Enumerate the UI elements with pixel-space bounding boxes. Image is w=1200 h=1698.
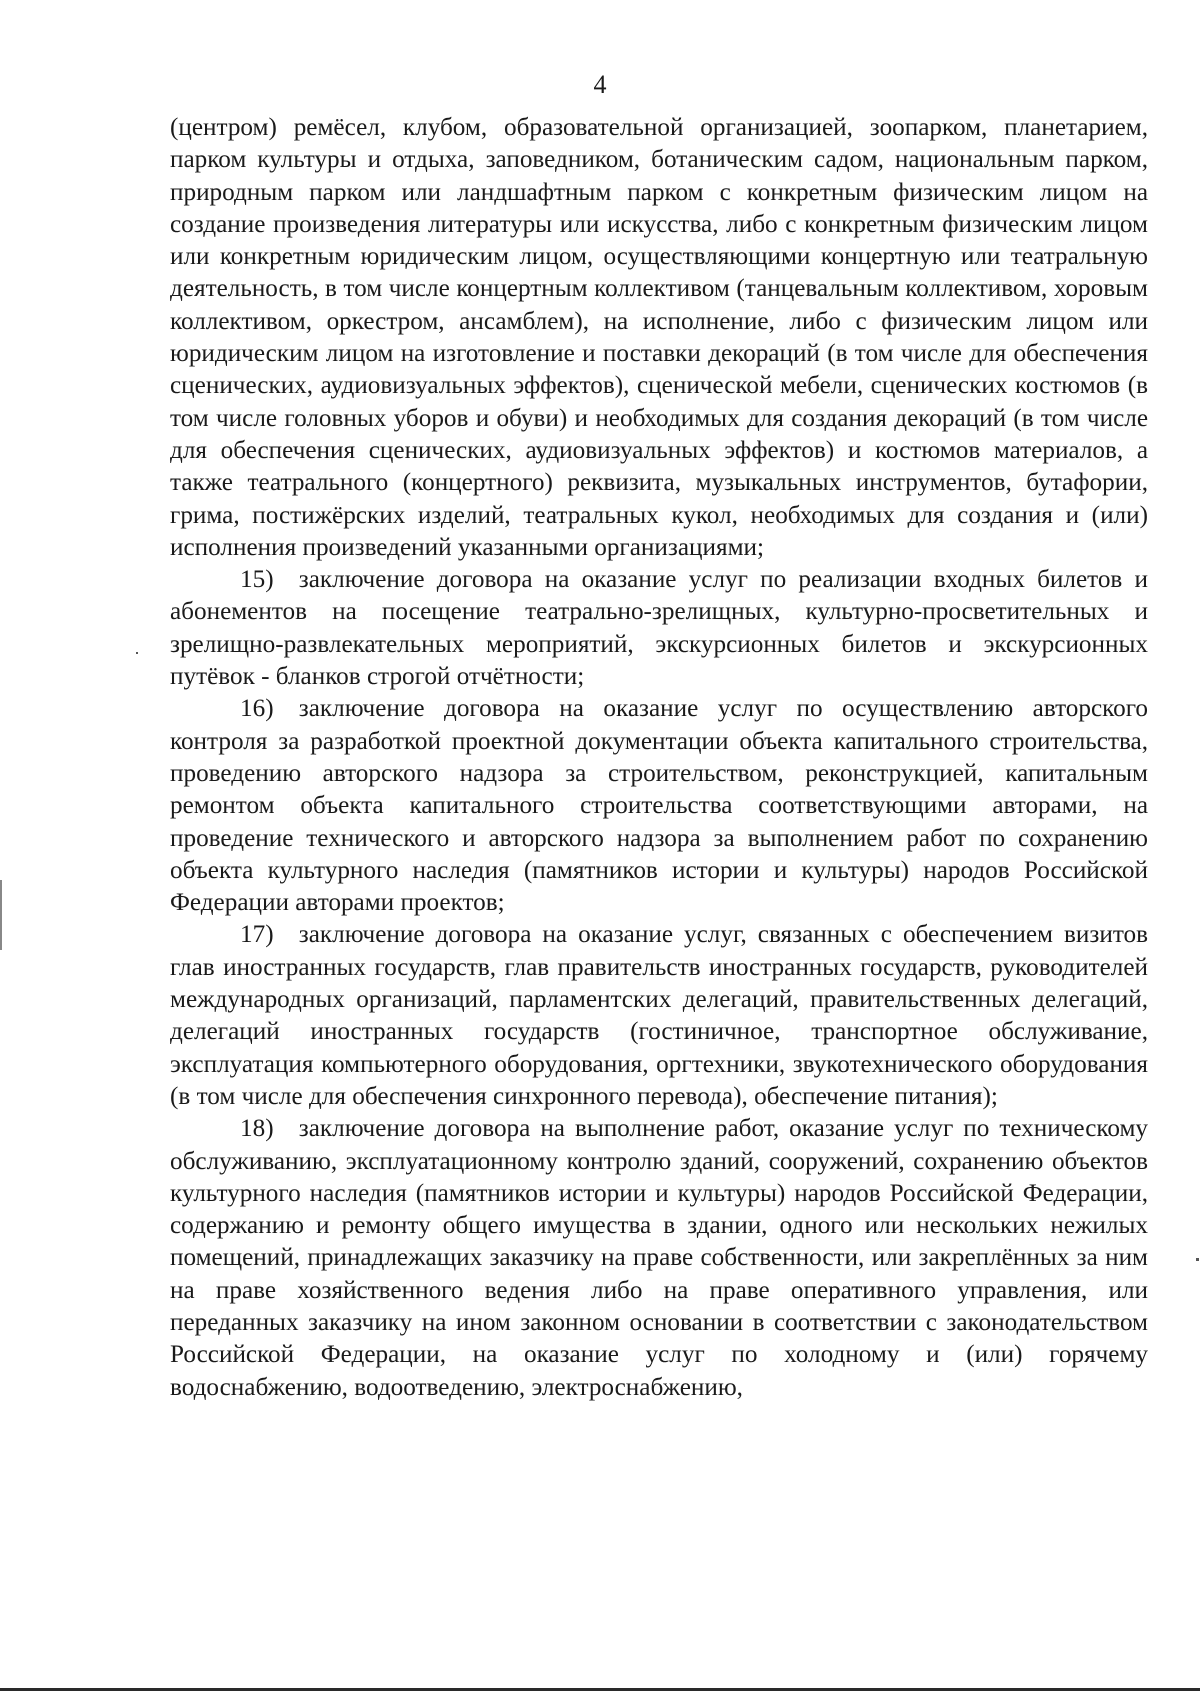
document-body	[170, 112, 1148, 1404]
scan-dot-right	[1196, 1258, 1199, 1261]
continuation-paragraph: (центром) ремёсел, клубом, образовательной организацией, зоопарком, планетарием, парком культуры и отдыха, заповедником, ботаническим садом, национальным парком, природным парком или ландшафтным парком с конкретным физическим лицом на создание произведения литературы или искусства, либо с конкретным физическим лицом или конкретным юридическим лицом, осуществляющими концертную или театральную деятельность, в том числе концертным коллективом (танцевальным коллективом, хоровым коллективом, оркестром, ансамблем), на исполнение, либо с физическим лицом или юридическим лицом на изготовление и поставки декораций (в том числе для обеспечения сценических, аудиовизуальных эффектов), сценической мебели, сценических костюмов (в том числе головных уборов и обуви) и необходимых для создания декораций (в том числе для обеспечения сценических, аудиовизуальных эффектов) и костюмов материалов, а также театрального (концертного) реквизита, музыкальных инструментов, бутафории, грима, постижёрских изделий, театральных кукол, необходимых для создания и (или) исполнения произведений указанными организациями;	[170, 114, 1148, 561]
list-item-16: 16) заключение договора на оказание услуг по осуществлению авторского контроля за разработкой проектной документации объекта капитального строительства, проведению авторского надзора за строительством, реконструкцией, капитальным ремонтом объекта капитального строительства соответствующими авторами, на проведение технического и авторского надзора за выполнением работ по сохранению объекта культурного наследия (памятников истории и культуры) народов Российской Федерации авторами проектов;	[170, 695, 1148, 917]
list-item-15: 15) заключение договора на оказание услуг по реализации входных билетов и абонементов на посещение театрально-зрелищных, культурно-просветительных и зрелищно-развлекательных мероприятий, экскурсионных билетов и экскурсионных путёвок - бланков строгой отчётности;	[170, 566, 1148, 691]
list-item-17: 17) заключение договора на оказание услуг, связанных с обеспечением визитов глав иностранных государств, глав правительств иностранных государств, руководителей международных организаций, парламентских делегаций, правительственных делегаций, делегаций иностранных государств (гостиничное, транспортное обслуживание, эксплуатация компьютерного оборудования, оргтехники, звукотехнического оборудования (в том числе для обеспечения синхронного перевода), обеспечение питания);	[170, 921, 1148, 1110]
page-bottom-edge	[0, 1688, 1200, 1691]
list-item-18: 18) заключение договора на выполнение работ, оказание услуг по техническому обслуживанию, эксплуатационному контролю зданий, сооружений, сохранению объектов культурного наследия (памятников истории и культуры) народов Российской Федерации, содержанию и ремонту общего имущества в здании, одного или нескольких нежилых помещений, принадлежащих заказчику на праве собственности, или закреплённых за ним на праве хозяйственного ведения либо на праве оперативного управления, или переданных заказчику на ином законном основании в соответствии с законодательством Российской Федерации, на оказание услуг по холодному и (или) горячему водоснабжению, водоотведению, электроснабжению,	[170, 1115, 1148, 1401]
scan-dot-left	[136, 652, 138, 654]
page-number: 4	[593, 70, 607, 99]
scan-edge-left	[0, 880, 2, 950]
